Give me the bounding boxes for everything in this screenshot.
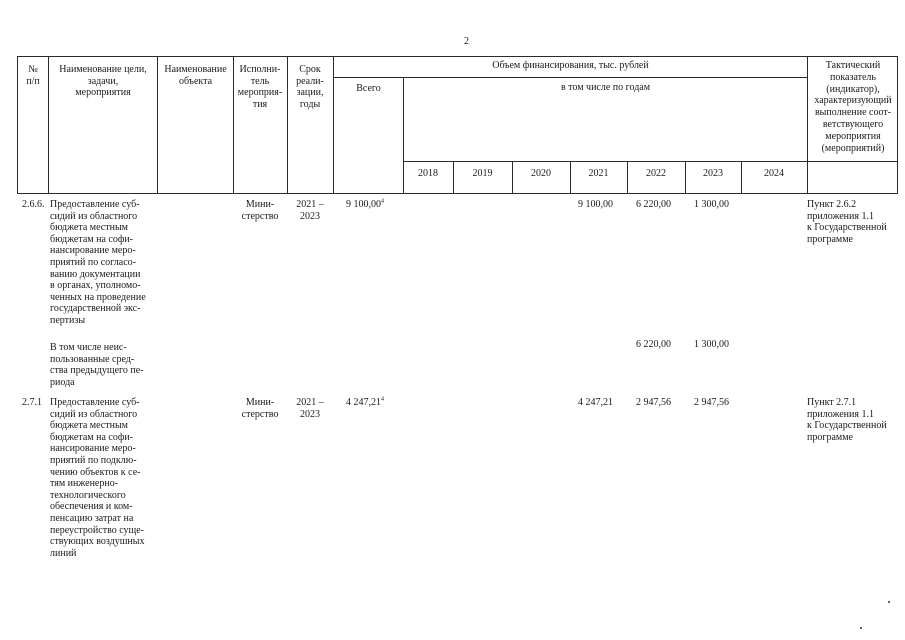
row-271-total [346, 397, 384, 409]
header-by-year: в том числе по годам [560, 82, 651, 93]
row-266-footnote: 4 [381, 198, 384, 205]
year-2020: 2020 [531, 168, 551, 179]
year-2021: 2021 [588, 168, 609, 179]
year-2018: 2018 [418, 168, 438, 179]
header-indicator: Тактический показатель (индикатор), характеризующий выполнение соот- ветствующего мероприятия (мероприятий) [814, 60, 892, 154]
row-266-2022: 6 220,00 [636, 199, 671, 210]
table-top-border [17, 56, 898, 57]
years-row-top [403, 161, 898, 162]
col-border-5 [333, 56, 334, 194]
header-executor: Исполни- тель мероприя- тия [237, 64, 283, 110]
row-266-executor: Мини- стерство [241, 199, 279, 222]
page-number: 2 [464, 36, 469, 47]
row-266-name: Предоставление суб- сидий из областного бюджета местным бюджетам на софи- нансирование меро- приятий по согласо- ванию документации в органах, уполномо- ченных на проведение государственной экс- пертизы [50, 199, 146, 326]
row-unused-2023: 1 300,00 [694, 339, 729, 350]
header-goal: Наименование цели, задачи, мероприятия [59, 64, 147, 99]
header-funding: Объем финансирования, тыс. рублей [492, 60, 649, 71]
row-266-indicator: Пункт 2.6.2 приложения 1.1 к Государственной программе [807, 199, 887, 245]
year-2024: 2024 [764, 168, 784, 179]
year-2022: 2022 [646, 168, 666, 179]
row-266-term: 2021 – 2023 [296, 199, 324, 222]
row-unused-2022: 6 220,00 [636, 339, 671, 350]
row-271-num: 2.7.1 [22, 397, 42, 408]
row-271-2023: 2 947,56 [694, 397, 729, 408]
header-bottom-border [17, 193, 898, 194]
row-266-2021: 9 100,00 [578, 199, 613, 210]
row-271-2022: 2 947,56 [636, 397, 671, 408]
scan-speck [888, 601, 890, 603]
scan-speck [860, 627, 862, 629]
row-unused-name: В том числе неис- пользованные сред- ства предыдущего пе- риода [50, 342, 144, 388]
row-271-indicator: Пункт 2.7.1 приложения 1.1 к Государственной программе [807, 397, 887, 443]
row-266-2023: 1 300,00 [694, 199, 729, 210]
funding-header-divider [333, 77, 807, 78]
row-271-name: Предоставление суб- сидий из областного бюджета местным бюджетам на софи- нансирование меро- приятий по подклю- чению объектов к се- тям инженерно- технологического обеспечения и ком- пенсацию затрат на переустройство суще- ствующих воздушных линий [50, 397, 145, 559]
row-266-total [346, 199, 384, 211]
row-271-total-value: 4 247,21 [346, 397, 381, 408]
row-271-term: 2021 – 2023 [296, 397, 324, 420]
header-total: Всего [356, 83, 381, 94]
header-num: № п/п [26, 64, 40, 87]
year-2023: 2023 [703, 168, 723, 179]
year-2019: 2019 [472, 168, 493, 179]
row-271-2021: 4 247,21 [578, 397, 613, 408]
row-266-total-value: 9 100,00 [346, 199, 381, 210]
row-266-num: 2.6.6. [22, 199, 45, 210]
row-271-executor: Мини- стерство [241, 397, 279, 420]
header-term: Срок реали- зации, годы [296, 64, 324, 110]
header-object: Наименование объекта [164, 64, 227, 87]
row-271-footnote: 4 [381, 396, 384, 403]
